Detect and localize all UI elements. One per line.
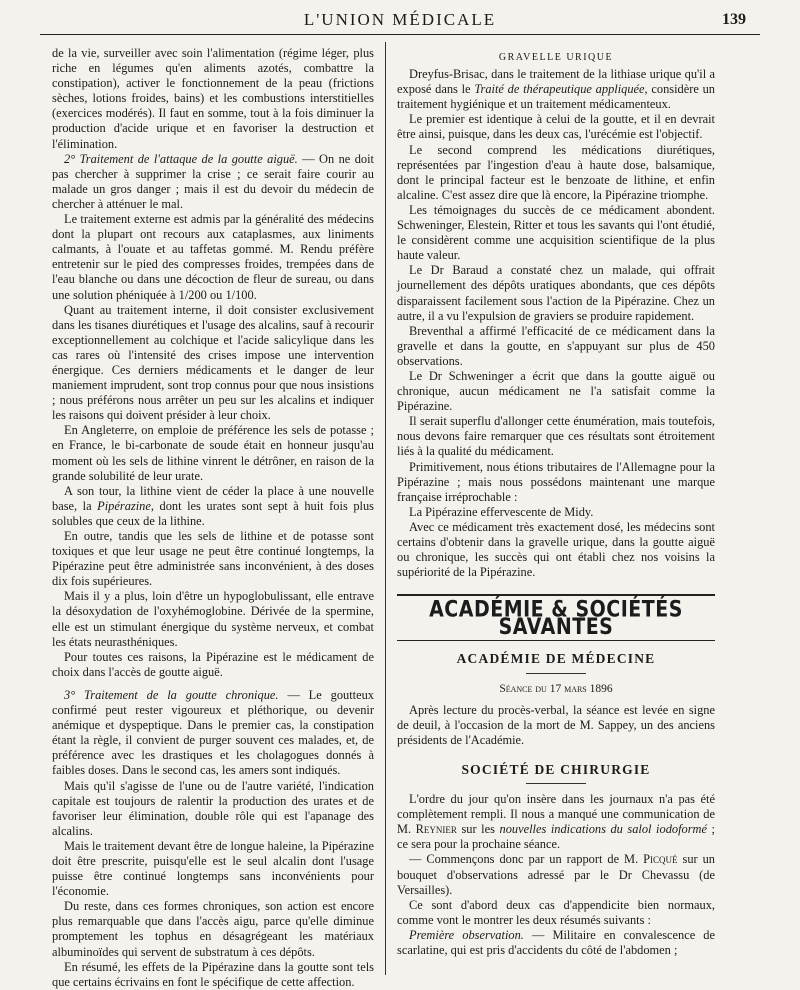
journal-title: L'UNION MÉDICALE <box>303 10 497 29</box>
academie-section-title: ACADÉMIE & SOCIÉTÉS SAVANTES <box>429 597 683 641</box>
paragraph: Première observation. — Militaire en convalescence de scarlatine, qui est pris d'accidents du côté de l'abdomen ; <box>397 927 715 957</box>
paragraph: Les témoignages du succès de ce médicament abondent. Schweninger, Elestein, Ritter et tous les savants qui l'ont étudié, le considèrent comme une acquisition scientifique de la plus haute valeur. <box>397 202 715 263</box>
paragraph: En Angleterre, on emploie de préférence les sels de potasse ; en France, le bi-carbonate de soude était en honneur jusqu'au moment où les sels de lithine vinrent le détrôner, en raison de la grande solubilité de leur urate. <box>52 423 374 483</box>
paragraph: Le second comprend les médications diurétiques, représentées par l'ingestion d'eau à haute dose, balsamique, dont le principal facteur est le benzoate de lithine, et enfin alcaline. C'est assez dire que là encore, la Pipérazine triomphe. <box>397 142 715 202</box>
paragraph: Du reste, dans ces formes chroniques, son action est encore plus remarquable que dans l'accès aigu, parce qu'elle diminue promptement les tophus en désagrégeant les matériaux albuminoïdes qui servent de substratum à ces dépôts. <box>52 899 374 959</box>
paragraph: En outre, tandis que les sels de lithine et de potasse sont toxiques et que leur usage ne peut être continué longtemps, la Pipérazine peut être administrée sans inconvénient, à des doses dix fois supérieures. <box>52 529 374 589</box>
page-number: 139 <box>722 11 746 28</box>
paragraph: 2° Traitement de l'attaque de la goutte aiguë. — On ne doit pas chercher à supprimer la crise ; ce serait faire courir au malade un gros danger ; mais il est du devoir du médecin de chercher à atténuer le mal. <box>52 151 374 211</box>
paragraph: Dreyfus-Brisac, dans le traitement de la lithiase urique qu'il a exposé dans le Traité de thérapeutique appliquée, considère un traitement hygiénique et un traitement médicamenteux. <box>397 67 716 112</box>
academie-medecine-heading: ACADÉMIE DE MÉDECINE <box>456 651 656 667</box>
section-heading: GRAVELLE URIQUE <box>498 52 614 63</box>
paragraph: Le premier est identique à celui de la goutte, et il en devrait être ainsi, puisque, dans les deux cas, l'urécémie est l'objectif. <box>397 112 715 142</box>
paragraph: Mais il y a plus, loin d'être un hypoglobulissant, elle entrave la désoxydation de l'oxyhémoglobine. Dérivée de la spermine, elle est un stimulant énergique du système nerveux, et combat les états neurasthéniques. <box>52 589 374 649</box>
column-divider <box>385 42 386 975</box>
paragraph: Mais le traitement devant être de longue haleine, la Pipérazine doit être prescrite, puisqu'elle est le seul alcalin dont l'usage puisse être continué longtemps sans inconvénients pour l'économie. <box>52 838 374 899</box>
paragraph: de la vie, surveiller avec soin l'alimentation (régime léger, plus riche en légumes qu'en aliments azotés, combattre la constipation), activer le fonctionnement de la peau (frictions sèches, lotions froides, bains) et les combustions interstitielles (exercices modérés). Il faut en somme, tout à la fois diminuer la production d'acide urique et en favoriser la destruction et l'élimination. <box>52 46 374 151</box>
section-rule <box>397 640 715 641</box>
paragraph: Breventhal a affirmé l'efficacité de ce médicament dans la gravelle et dans la goutte, en s'appuyant sur plus de 450 observations. <box>397 323 715 368</box>
paragraph: A son tour, la lithine vient de céder la place à une nouvelle base, la Pipérazine, dont les urates sont sept à huit fois plus solubles que ceux de la lithine. <box>52 483 374 528</box>
paragraph: Après lecture du procès-verbal, la séance est levée en signe de deuil, à l'occasion de la mort de M. Sappey, un des anciens présidents de l'Académie. <box>397 702 715 747</box>
paragraph: Quant au traitement interne, il doit consister exclusivement dans les tisanes diurétiques et l'usage des alcalins, sauf à recourir exceptionnellement au colchique et l'acide salicylique dans les cas rares où l'intensité des crises impose une intervention énergique. Ces derniers médicaments et le danger de leur maniement imprudent, sont trop connus pour que nous insistions ; nous préférons nous arrêter un peu sur les alcalins et indiquer les raisons qui doivent présider à leur choix. <box>52 302 374 423</box>
section-rule <box>397 594 715 596</box>
paragraph: — Commençons donc par un rapport de M. Picqué sur un bouquet d'observations adressé par le Dr Chevassu (de Versailles). <box>397 852 715 897</box>
subsection-heading: 3° Traitement de la goutte chronique. <box>64 687 279 702</box>
paragraph: Le traitement externe est admis par la généralité des médecins dont la plupart ont recours aux cataplasmes, aux liniments calmants, à l'ouate et au taffetas gommé. M. Rendu préfère entretenir sur le pied des compresses froides, trempées dans de l'eau blanche ou dans une décoction de fleur de sureau, ou dans une solution phéniquée à 1/200 ou 1/100. <box>52 212 374 302</box>
page-header <box>40 6 760 35</box>
paragraph: Avec ce médicament très exactement dosé, les médecins sont certains d'obtenir dans la gravelle urique, dans la goutte aiguë ou chronique, les succès qui ont établi chez nos voisins la supériorité de la Pipérazine. <box>397 519 715 580</box>
paragraph: Le Dr Schweninger a écrit que dans la goutte aiguë ou chronique, aucun médicament ne l'a satisfait comme la Pipérazine. <box>397 368 715 414</box>
right-column <box>397 46 715 958</box>
paragraph: Mais qu'il s'agisse de l'une ou de l'autre variété, l'indication capitale est toujours de ralentir la production des urates et de favoriser leur élimination, double rôle qui est l'apanage des alcalins. <box>52 778 374 838</box>
paragraph: En résumé, les effets de la Pipérazine dans la goutte sont tels que certains écrivains en font le spécifique de cette affection. <box>52 959 374 989</box>
paragraph: Il serait superflu d'allonger cette énumération, mais toutefois, nous devons faire remarquer que ces résultats sont étroitement liés à la qualité du médicament. <box>397 414 715 459</box>
paragraph: Ce sont d'abord deux cas d'appendicite bien normaux, comme vont le montrer les deux résumés suivants : <box>397 897 715 927</box>
left-column <box>52 46 374 990</box>
paragraph: La Pipérazine effervescente de Midy. <box>409 504 594 519</box>
subsection-heading: 2° Traitement de l'attaque de la goutte aiguë. <box>64 151 298 166</box>
paragraph: Primitivement, nous étions tributaires de l'Allemagne pour la Pipérazine ; mais nous possédons maintenant une marque française irréprochable : <box>397 459 715 504</box>
heading-rule <box>526 783 586 784</box>
seance-date: Séance du 17 mars 1896 <box>499 682 613 695</box>
societe-chirurgie-heading: SOCIÉTÉ DE CHIRURGIE <box>461 761 651 777</box>
heading-rule <box>526 673 586 674</box>
paragraph: Pour toutes ces raisons, la Pipérazine est le médicament de choix dans l'accès de goutte aiguë. <box>52 649 374 679</box>
paragraph: 3° Traitement de la goutte chronique. — Le goutteux confirmé peut rester vigoureux et pléthorique, ou devenir anémique et dyspeptique. Dans le premier cas, la constipation étant la règle, il convient de purger souvent ces malades, et, de préférence avec les drastiques et les cholagogues donnés à faibles doses. Dans le second cas, les amers sont indiqués. <box>52 687 374 778</box>
paragraph: L'ordre du jour qu'on insère dans les journaux n'a pas été complètement rempli. Il nous a manqué une communication de M. Reynier sur les nouvelles indications du salol iodoformé ; ce sera pour la prochaine séance. <box>397 792 715 852</box>
paragraph: Le Dr Baraud a constaté chez un malade, qui offrait journellement des dépôts uratiques abondants, que ces dépôts disparaissent facilement sous l'action de la Pipérazine. Chez un autre, il a vu l'expulsion de graviers se produire rapidement. <box>397 263 715 323</box>
